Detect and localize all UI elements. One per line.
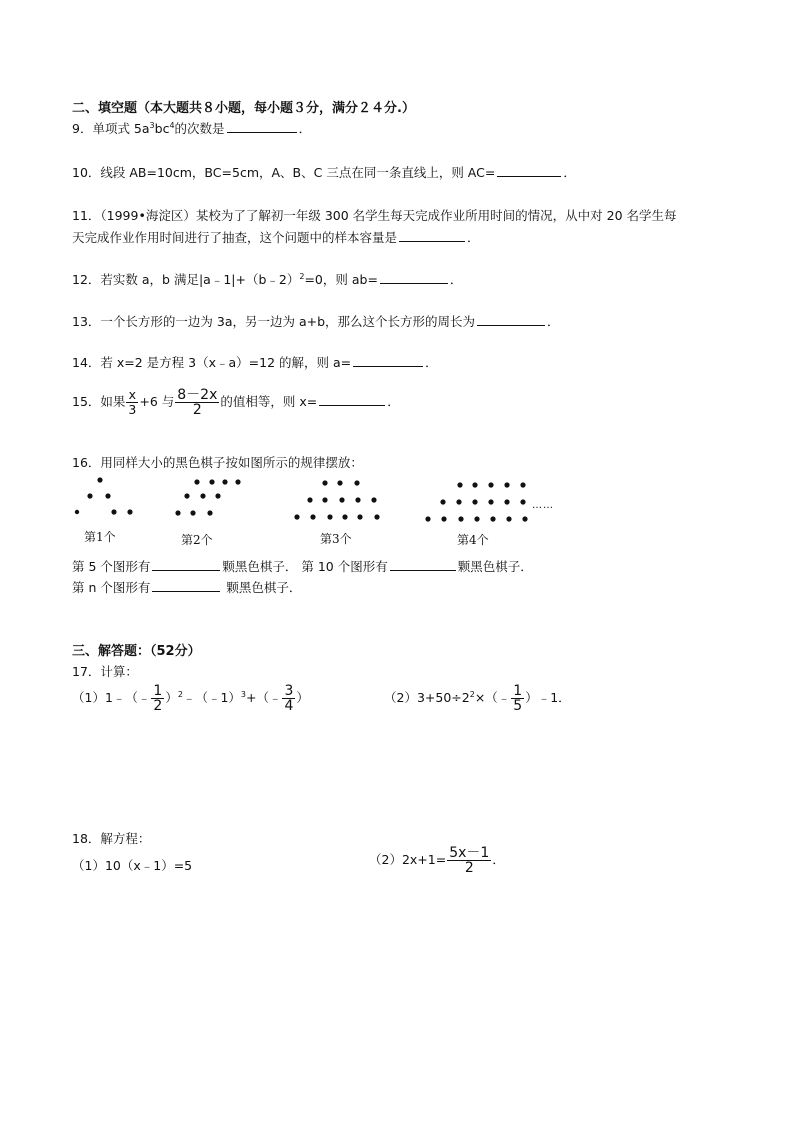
q17-p1-d: +（﹣ (245, 690, 282, 705)
q15-suffix: 的值相等，则 x= (220, 394, 318, 409)
pattern-label-2: 第2个 (181, 533, 213, 547)
q15-frac1-numerator: x (126, 388, 138, 403)
q17-p2-exp: 2 (469, 689, 475, 699)
section-3-title: 三、解答题：（52分） (72, 644, 201, 659)
q17-p2-f-denominator: 5 (513, 698, 523, 714)
question-12 (72, 270, 462, 288)
q16-line1-b: 颗黑色棋子． 第 10 个图形有 (222, 559, 388, 574)
q9-end: ． (298, 121, 312, 136)
q16-line1-a: 第 5 个图形有 (72, 559, 151, 574)
pattern-label-3: 第3个 (320, 532, 352, 546)
q16-answer-blank-n[interactable] (152, 579, 220, 592)
q15-answer-blank[interactable] (319, 393, 385, 406)
q16-line-2 (72, 578, 301, 596)
q17-p2-c: ）﹣1． (525, 690, 571, 705)
pattern-ellipsis: …… (532, 500, 554, 511)
q9-exp1: 3 (149, 120, 155, 130)
q12-mid: =0，则 ab= (304, 272, 378, 287)
q11-end: ． (467, 230, 480, 245)
question-15 (72, 388, 400, 417)
q17-p2-a: （2）3+50÷2 (384, 690, 470, 705)
q17-p1-f1-numerator: 1 (153, 683, 163, 699)
q10-text: 10．线段 AB=10cm，BC=5cm，A、B、C 三点在同一条直线上，则 AC= (72, 165, 496, 180)
pattern-1 (75, 477, 133, 514)
question-10 (72, 163, 576, 181)
q17-p1-f2-denominator: 4 (284, 698, 294, 714)
question-11-line2 (72, 228, 480, 246)
q17-p2-f-numerator: 1 (513, 683, 523, 699)
question-17-part-1 (72, 684, 309, 713)
q16-line1-c: 颗黑色棋子． (457, 559, 533, 574)
q17-p1-fraction-1 (151, 684, 164, 713)
q14-end: ． (425, 355, 438, 370)
pattern-2 (175, 479, 240, 515)
q15-prefix: 15．如果 (72, 394, 126, 409)
q18-p2-b: ． (492, 852, 505, 867)
question-17-title: 17．计算： (72, 664, 138, 679)
pattern-label-1: 第1个 (84, 530, 116, 544)
q16-line-1 (72, 557, 533, 575)
q16-line2-b: 颗黑色棋子． (222, 580, 302, 595)
question-18-part-1: （1）10（x﹣1）=5 (72, 858, 193, 873)
q15-fraction-2 (175, 388, 219, 417)
q17-p1-b: ） (165, 690, 178, 705)
q15-frac2-numerator: 8－2x (177, 387, 218, 403)
q13-text: 13．一个长方形的一边为 3a，另一边为 a+b，那么这个长方形的周长为 (72, 314, 476, 329)
q17-p1-f1-denominator: 2 (153, 698, 163, 714)
question-17-part-2 (384, 684, 571, 713)
question-11-line1: 11．（1999•海淀区）某校为了了解初一年级 300 名学生每天完成作业所用时间的情况，从中对 20 名学生每 (72, 208, 677, 223)
q13-answer-blank[interactable] (477, 313, 545, 326)
q9-prefix: 9．单项式 5a (72, 121, 150, 136)
q14-answer-blank[interactable] (353, 354, 423, 367)
question-9 (72, 119, 311, 137)
q17-p2-b: ×（﹣ (474, 690, 511, 705)
q9-answer-blank[interactable] (227, 120, 297, 133)
q18-p2-fraction (447, 846, 491, 875)
q14-text: 14．若 x=2 是方程 3（x﹣a）=12 的解，则 a= (72, 355, 352, 370)
q15-mid: +6 与 (139, 394, 175, 409)
q9-exp2: 4 (169, 120, 175, 130)
question-16: 16．用同样大小的黑色棋子按如图所示的规律摆放： (72, 455, 363, 470)
q16-line2-a: 第 n 个图形有 (72, 580, 151, 595)
q17-p1-exp2: 3 (240, 689, 246, 699)
pattern-3 (294, 480, 379, 519)
q16-answer-blank-10[interactable] (390, 558, 456, 571)
q9-suffix: 的次数是 (174, 121, 225, 136)
q11-line2-text: 天完成作业作用时间进行了抽查，这个问题中的样本容量是 (72, 230, 398, 245)
question-18-part-2 (369, 846, 505, 875)
pattern-4 (425, 482, 527, 521)
q17-p1-fraction-2 (282, 684, 295, 713)
q10-end: ． (563, 165, 576, 180)
question-13 (72, 312, 560, 330)
question-14 (72, 353, 438, 371)
q12-prefix: 12．若实数 a，b 满足|a﹣1|+（b﹣2） (72, 272, 300, 287)
q17-p1-exp1: 2 (177, 689, 183, 699)
q12-exp: 2 (299, 271, 305, 281)
question-18-title: 18．解方程： (72, 831, 151, 846)
q17-p1-f2-numerator: 3 (284, 683, 294, 699)
q17-p1-e: ） (296, 690, 309, 705)
q16-answer-blank-5[interactable] (152, 558, 220, 571)
q18-p2-f-denominator: 2 (464, 860, 474, 876)
q9-mid: bc (154, 121, 170, 136)
q12-answer-blank[interactable] (380, 271, 448, 284)
q12-end: ． (449, 272, 463, 287)
q17-p1-a: （1）1﹣（﹣ (72, 690, 151, 705)
q17-p1-c: ﹣（﹣1） (182, 690, 241, 705)
q15-end: ． (387, 394, 400, 409)
q15-frac1-denominator: 3 (128, 402, 137, 417)
q17-p2-fraction (511, 684, 524, 713)
q13-end: ． (547, 314, 560, 329)
q15-fraction-1 (126, 388, 138, 417)
q18-p2-a: （2）2x+1= (369, 852, 447, 867)
q15-frac2-denominator: 2 (192, 402, 202, 418)
section-2-title: 二、填空题（本大题共８小题，每小题３分，满分２４分.） (72, 101, 415, 116)
q18-p2-f-numerator: 5x－1 (449, 845, 490, 861)
pattern-label-4: 第4个 (457, 533, 489, 547)
q10-answer-blank[interactable] (497, 164, 561, 177)
q11-answer-blank[interactable] (399, 229, 465, 242)
